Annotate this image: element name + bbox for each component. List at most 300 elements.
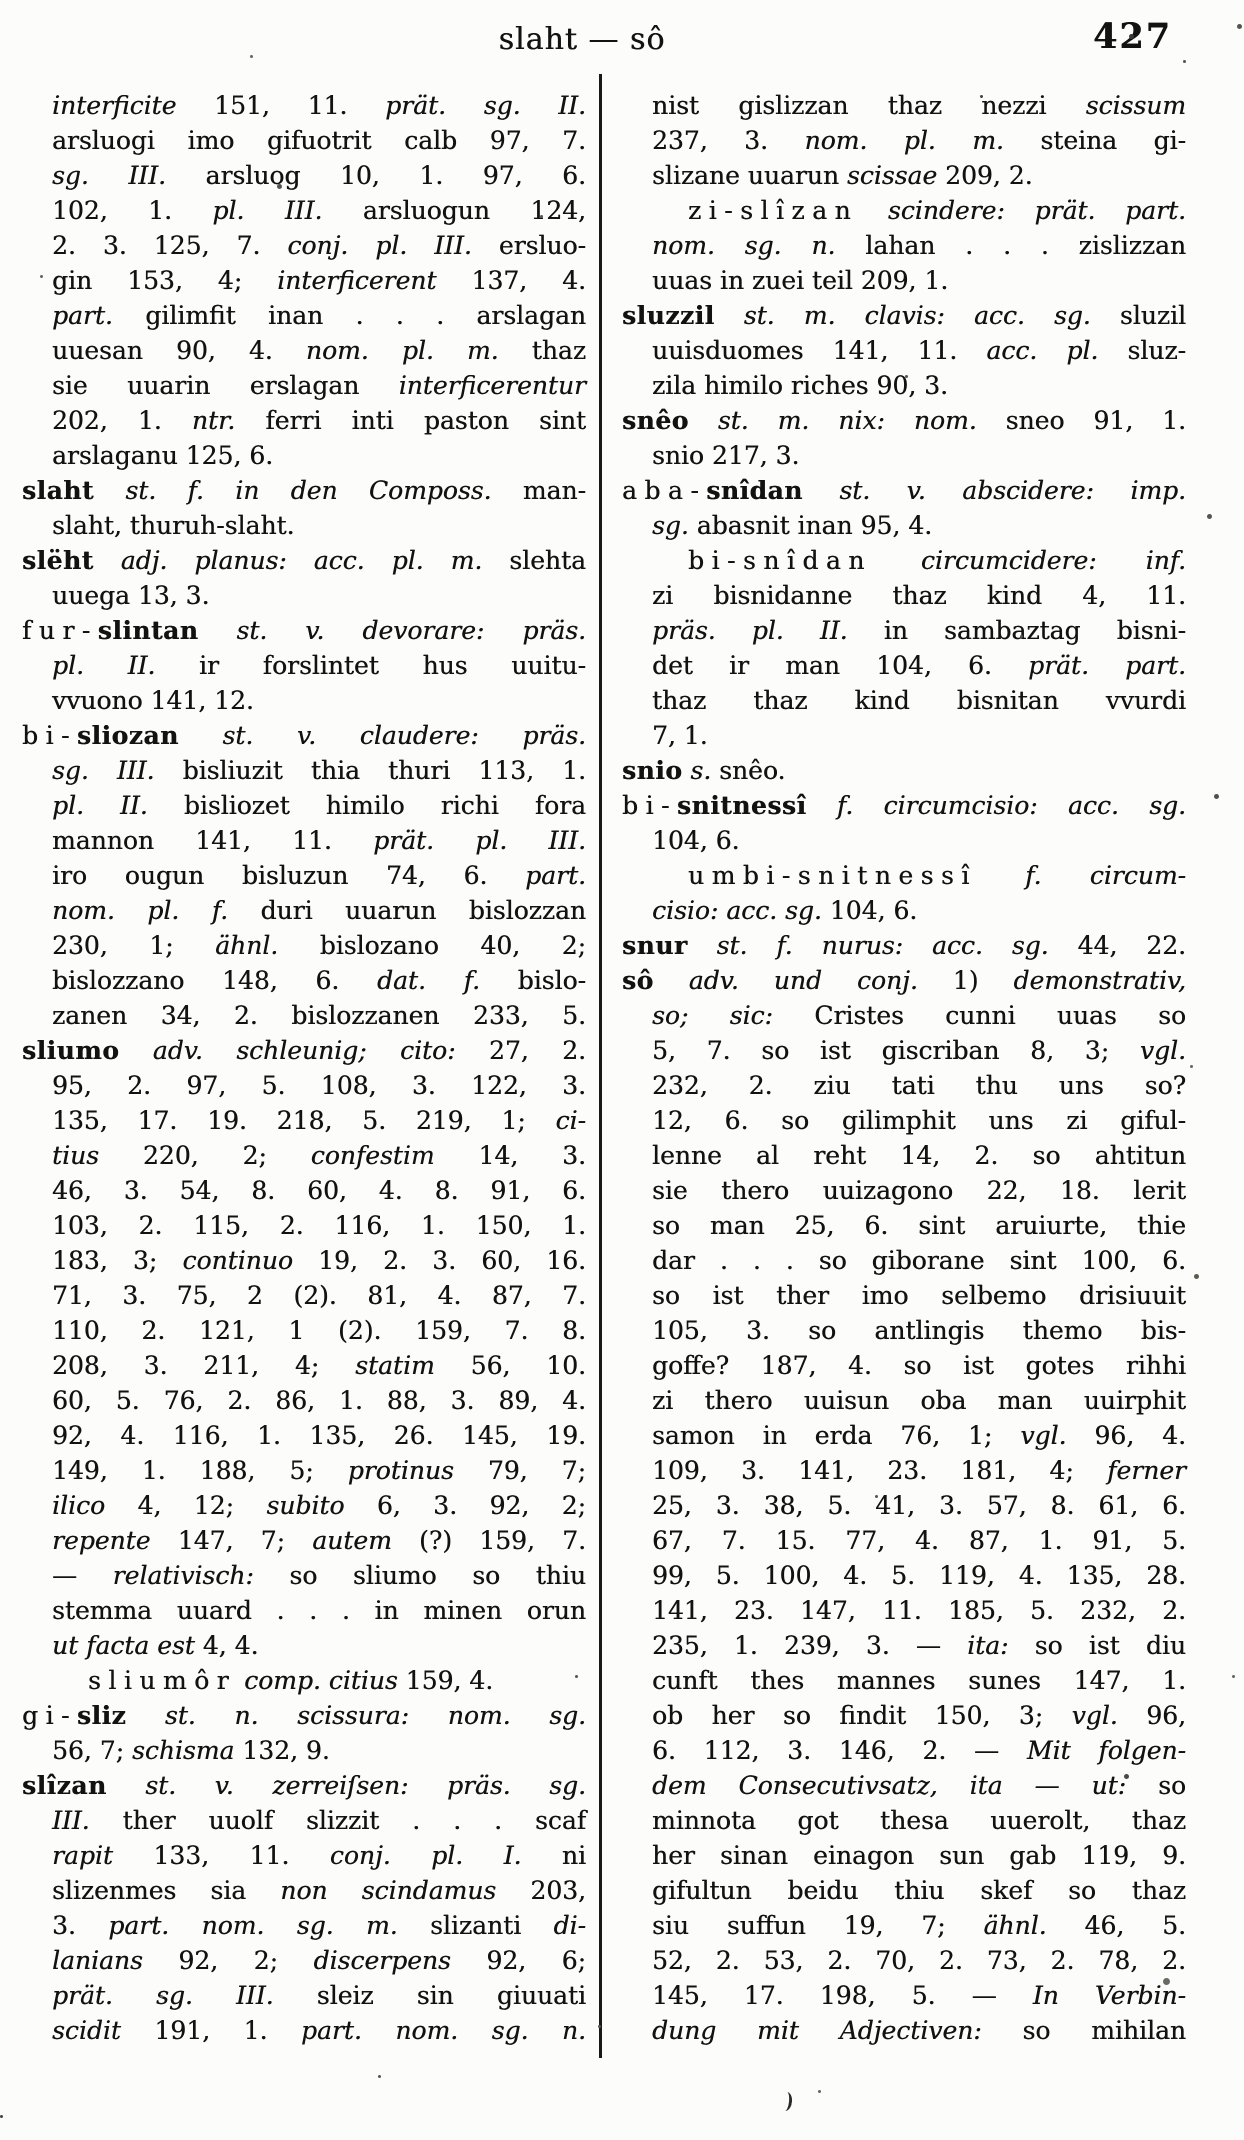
text-segment: 96, [1117, 1701, 1186, 1730]
text-segment: rapit [52, 1841, 113, 1870]
ink-speck [781, 2092, 793, 2112]
text-line [652, 1068, 1186, 1103]
text-segment: continuo [182, 1246, 293, 1275]
text-line [652, 1908, 1186, 1943]
text-line [622, 753, 1186, 788]
text-segment: snêo. [711, 756, 786, 785]
text-segment: ni [521, 1841, 587, 1870]
text-segment: 92, 4. 116, 1. 135, 26. 145, 19. [52, 1421, 586, 1450]
text-line [52, 1068, 586, 1103]
text-line [52, 368, 586, 403]
text-segment: interficerent [277, 266, 437, 295]
text-segment: interficite [52, 91, 177, 120]
text-segment: cisio: acc. sg. [652, 896, 822, 925]
text-segment: nom. pl. m. [804, 126, 1004, 155]
text-segment [806, 791, 836, 820]
text-line [652, 648, 1186, 683]
text-line [652, 1523, 1186, 1558]
text-segment: so; sic: [652, 1001, 773, 1030]
text-line [52, 1628, 586, 1663]
text-line [52, 858, 586, 893]
text-segment: subito [266, 1491, 345, 1520]
text-line [52, 263, 586, 298]
text-segment [715, 301, 744, 330]
text-line [622, 473, 1186, 508]
text-segment: 183, 3; [52, 1246, 183, 1275]
text-segment [94, 476, 125, 505]
text-segment: scissum [1085, 91, 1186, 120]
text-segment: 135, 17. 19. 218, 5. 219, 1; [52, 1106, 556, 1135]
text-segment: 3. [52, 1911, 109, 1940]
text-segment: bi- [22, 721, 77, 750]
text-segment: sie thero uuizagono 22, 18. lerit [652, 1176, 1186, 1205]
text-segment: dar . . . so giborane sint 100, 6. [652, 1246, 1186, 1275]
text-segment: uuas in zuei teil 209, 1. [652, 266, 949, 295]
text-line [52, 1803, 586, 1838]
text-segment: pl. II. [52, 791, 148, 820]
text-line [52, 298, 586, 333]
text-segment: vgl. [1020, 1421, 1067, 1450]
text-segment: 159, 4. [397, 1666, 494, 1695]
text-segment: bisliuzit thia thuri 113, 1. [154, 756, 586, 785]
text-line [622, 963, 1186, 998]
text-segment: 44, 22. [1048, 931, 1187, 960]
text-segment: ferri inti paston sint [235, 406, 586, 435]
text-segment: goffe? 187, 4. so ist gotes rihhi [652, 1351, 1186, 1380]
text-segment: discerpens [313, 1946, 451, 1975]
text-segment [94, 546, 121, 575]
text-line [52, 753, 586, 788]
text-segment [126, 1701, 165, 1730]
text-segment: bi- [622, 791, 677, 820]
text-segment: 46, 3. 54, 8. 60, 4. 8. 91, 6. [52, 1176, 586, 1205]
text-line [88, 1663, 586, 1698]
headword: snîdan [706, 476, 803, 505]
text-segment: 147, 7; [150, 1526, 313, 1555]
text-line [52, 1453, 586, 1488]
text-segment: — [52, 1561, 113, 1590]
text-line [22, 1698, 586, 1733]
scan-noise-specks [0, 2115, 3, 2118]
text-line [652, 333, 1186, 368]
text-segment: so [1126, 1771, 1186, 1800]
text-segment: zi thero uuisun oba man uuirphit [652, 1386, 1186, 1415]
text-segment: iro ougun bisluzun 74, 6. [52, 861, 526, 890]
text-line [652, 1803, 1186, 1838]
text-segment: 52, 2. 53, 2. 70, 2. 73, 2. 78, 2. [652, 1946, 1186, 1975]
text-segment [689, 406, 718, 435]
text-line [652, 438, 1186, 473]
text-segment: relativisch: [112, 1561, 254, 1590]
text-segment [179, 721, 223, 750]
text-line [52, 1383, 586, 1418]
text-segment: In Verbin- [1032, 1981, 1186, 2010]
text-segment: sliumôr [88, 1666, 237, 1695]
text-segment: bislozzano 148, 6. [52, 966, 377, 995]
text-segment: snio 217, 3. [652, 441, 800, 470]
text-line [622, 403, 1186, 438]
text-line [652, 1558, 1186, 1593]
text-segment: adv. und conj. [688, 966, 918, 995]
text-line [52, 508, 586, 543]
text-segment: gifultun beidu thiu skef so thaz [652, 1876, 1186, 1905]
text-line [652, 1418, 1186, 1453]
text-segment: lanians [52, 1946, 143, 1975]
headword: sliozan [76, 721, 179, 750]
text-segment: ob her so findit 150, 3; [652, 1701, 1072, 1730]
text-line [52, 963, 586, 998]
text-line [622, 298, 1186, 333]
headword: sliz [76, 1701, 127, 1730]
text-segment: ntr. [191, 406, 236, 435]
text-line [52, 1558, 586, 1593]
text-segment: nist gislizzan thaz nezzi [652, 91, 1086, 120]
headword: sluzzil [622, 301, 715, 330]
text-line [52, 1173, 586, 1208]
text-segment: sg. III. [52, 756, 155, 785]
text-line [52, 1313, 586, 1348]
text-segment: 56, 10. [434, 1351, 586, 1380]
text-segment: uuega 13, 3. [52, 581, 210, 610]
text-line [652, 1173, 1186, 1208]
text-segment [688, 931, 717, 960]
text-segment: scissae [846, 161, 938, 190]
text-segment: stemma uuard . . . in minen orun [52, 1596, 586, 1625]
text-line [52, 1418, 586, 1453]
text-segment: 145, 17. 198, 5. — [652, 1981, 1033, 2010]
text-segment: 95, 2. 97, 5. 108, 3. 122, 3. [52, 1071, 586, 1100]
text-segment: sluz- [1098, 336, 1186, 365]
text-segment [654, 966, 689, 995]
text-segment: 133, 11. [112, 1841, 330, 1870]
text-segment: autem [312, 1526, 392, 1555]
text-segment: ir forslintet hus uuitu- [155, 651, 587, 680]
text-segment: arsluog 10, 1. 97, 6. [165, 161, 586, 190]
text-segment: prät. part. [1028, 651, 1186, 680]
text-segment [872, 546, 921, 575]
text-segment: her sinan einagon sun gab 119, 9. [652, 1841, 1186, 1870]
text-segment: prät. sg. II. [385, 91, 587, 120]
text-segment: 237, 3. [652, 126, 805, 155]
text-line [52, 928, 586, 963]
text-segment: fur- [22, 616, 98, 645]
text-segment: sg. [652, 511, 689, 540]
text-segment: repente [52, 1526, 151, 1555]
text-segment: sg. III. [52, 161, 166, 190]
text-segment: uuesan 90, 4. [52, 336, 306, 365]
text-segment: zi bisnidanne thaz kind 4, 11. [652, 581, 1186, 610]
text-segment: 203, [496, 1876, 586, 1905]
text-segment [107, 1771, 146, 1800]
text-line [652, 1698, 1186, 1733]
text-line [652, 1138, 1186, 1173]
text-segment: det ir man 104, 6. [652, 651, 1029, 680]
text-line [652, 1103, 1186, 1138]
right-column [622, 88, 1186, 2048]
text-segment: 235, 1. 239, 3. — [652, 1631, 968, 1660]
text-segment: ähnl. [215, 931, 279, 960]
text-segment: arsluogi imo gifuotrit calb 97, 7. [52, 126, 586, 155]
text-segment: ähnl. [983, 1911, 1047, 1940]
text-segment: (?) 159, 7. [391, 1526, 586, 1555]
text-segment: 105, 3. so antlingis themo bis- [652, 1316, 1186, 1345]
text-segment: conj. pl. I. [329, 1841, 522, 1870]
text-segment: confestim [310, 1141, 435, 1170]
text-line [52, 1733, 586, 1768]
text-segment: comp. citius [244, 1666, 398, 1695]
text-segment: thaz [498, 336, 586, 365]
text-segment: adv. schleunig; cito: [152, 1036, 456, 1065]
text-line [652, 1488, 1186, 1523]
headword: slintan [97, 616, 199, 645]
text-segment: 151, 11. [176, 91, 386, 120]
text-line [652, 1348, 1186, 1383]
text-segment: 232, 2. ziu tati thu uns so? [652, 1071, 1186, 1100]
text-segment: 208, 3. 211, 4; [52, 1351, 356, 1380]
text-segment: st. v. claudere: präs. [222, 721, 586, 750]
text-line [22, 473, 586, 508]
text-segment: sie uuarin erslagan [52, 371, 399, 400]
text-segment: 149, 1. 188, 5; [52, 1456, 348, 1485]
left-column [22, 88, 586, 2048]
text-line [652, 613, 1186, 648]
text-line [652, 578, 1186, 613]
text-segment: 99, 5. 100, 4. 5. 119, 4. 135, 28. [652, 1561, 1186, 1590]
text-line [22, 1033, 586, 1068]
text-segment: Mit folgen- [1026, 1736, 1186, 1765]
text-segment: ut facta est [52, 1631, 195, 1660]
text-segment: 141, 23. 147, 11. 185, 5. 232, 2. [652, 1596, 1186, 1625]
page-header-title: slaht — sô [498, 22, 666, 57]
text-segment: zi-slîzan [688, 196, 859, 225]
text-segment: so man 25, 6. sint aruiurte, thie [652, 1211, 1186, 1240]
text-line [622, 788, 1186, 823]
text-segment: ther uuolf slizzit . . . scaf [89, 1806, 586, 1835]
text-segment: umbi-snitnessî [688, 861, 977, 890]
text-line [52, 788, 586, 823]
text-segment: st. f. nurus: acc. sg. [716, 931, 1049, 960]
text-line [52, 158, 586, 193]
text-segment: so ist diu [1008, 1631, 1186, 1660]
text-line [52, 823, 586, 858]
text-segment: 4, 4. [194, 1631, 259, 1660]
text-segment: f. circumcisio: acc. sg. [836, 791, 1186, 820]
text-segment: 67, 7. 15. 77, 4. 87, 1. 91, 5. [652, 1526, 1186, 1555]
text-segment: 60, 5. 76, 2. 86, 1. 88, 3. 89, 4. [52, 1386, 586, 1415]
text-line [52, 438, 586, 473]
text-segment: 109, 3. 141, 23. 181, 4; [652, 1456, 1108, 1485]
text-line [652, 1208, 1186, 1243]
text-line [52, 1138, 586, 1173]
text-line [52, 1593, 586, 1628]
text-line [652, 368, 1186, 403]
text-segment: 12, 6. so gilimphit uns zi giful- [652, 1106, 1186, 1135]
text-segment: ilico [52, 1491, 106, 1520]
text-segment: 25, 3. 38, 5. 41, 3. 57, 8. 61, 6. [652, 1491, 1186, 1520]
text-segment: prät. sg. III. [52, 1981, 274, 2010]
text-segment: 2. 3. 125, 7. [52, 231, 288, 260]
text-segment: so ist ther imo selbemo drisiuuit [652, 1281, 1186, 1310]
text-segment: circumcidere: inf. [920, 546, 1187, 575]
text-segment: nom. sg. n. [652, 231, 836, 260]
text-line [652, 88, 1186, 123]
text-segment: f. circum- [1025, 861, 1186, 890]
text-segment: sleiz sin giuuati [273, 1981, 586, 2010]
text-line [652, 158, 1186, 193]
text-line [52, 1243, 586, 1278]
text-segment: scidit [52, 2016, 121, 2045]
text-segment: 1) [917, 966, 1014, 995]
text-segment: st. m. nix: nom. [717, 406, 977, 435]
text-segment: 104, 6. [821, 896, 918, 925]
text-segment: protinus [347, 1456, 454, 1485]
text-segment: 102, 1. [52, 196, 213, 225]
text-line [652, 228, 1186, 263]
text-segment: gilimfit inan . . . arslagan [112, 301, 586, 330]
text-segment: präs. pl. II. [652, 616, 848, 645]
text-segment: 6. 112, 3. 146, 2. — [652, 1736, 1027, 1765]
text-segment: pl. II. [52, 651, 156, 680]
text-segment [198, 616, 236, 645]
text-segment: 46, 5. [1046, 1911, 1186, 1940]
text-line [52, 578, 586, 613]
text-segment: slaht, thuruh-slaht. [52, 511, 295, 540]
text-line [652, 1593, 1186, 1628]
text-segment: 92, 2; [142, 1946, 314, 1975]
text-segment: 209, 2. [937, 161, 1033, 190]
text-segment: samon in erda 76, 1; [652, 1421, 1021, 1450]
text-segment: slizanti [397, 1911, 554, 1940]
text-line [52, 893, 586, 928]
text-segment: 27, 2. [455, 1036, 586, 1065]
text-line [52, 1838, 586, 1873]
text-segment: man- [491, 476, 586, 505]
text-line [22, 543, 586, 578]
headword: snio [622, 756, 683, 785]
text-segment: 6, 3. 92, 2; [344, 1491, 586, 1520]
text-segment: steina gi- [1003, 126, 1186, 155]
text-segment: uuisduomes 141, 11. [652, 336, 987, 365]
text-segment: 96, 4. [1066, 1421, 1186, 1450]
text-segment: sneo 91, 1. [976, 406, 1186, 435]
text-segment: siu suffun 19, 7; [652, 1911, 984, 1940]
text-line [652, 998, 1186, 1033]
text-line [52, 1978, 586, 2013]
text-segment: acc. pl. [986, 336, 1099, 365]
text-segment: part. nom. sg. m. [108, 1911, 398, 1940]
text-line [652, 1733, 1186, 1768]
text-segment: nom. pl. f. [52, 896, 229, 925]
text-segment: part. [525, 861, 586, 890]
text-line [52, 1943, 586, 1978]
text-line [652, 1383, 1186, 1418]
text-line [652, 1873, 1186, 1908]
headword: slaht [22, 476, 94, 505]
headword: snêo [622, 406, 689, 435]
text-segment: in sambaztag bisni- [847, 616, 1186, 645]
text-line [52, 648, 586, 683]
text-segment: vgl. [1139, 1036, 1186, 1065]
text-line [52, 2013, 586, 2048]
text-line [652, 1768, 1186, 1803]
text-segment: demonstrativ, [1013, 966, 1186, 995]
text-line [52, 333, 586, 368]
text-line [52, 998, 586, 1033]
text-segment: st. f. in den Composs. [125, 476, 492, 505]
text-line [52, 1208, 586, 1243]
text-segment: part. nom. sg. n. [300, 2016, 586, 2045]
text-segment: slizane uuarun [652, 161, 847, 190]
text-line [652, 508, 1186, 543]
text-segment: ci- [555, 1106, 586, 1135]
text-line [22, 1768, 586, 1803]
text-segment: 56, 7; [52, 1736, 132, 1765]
text-segment: nom. pl. m. [305, 336, 499, 365]
headword: slëht [22, 546, 94, 575]
text-segment: 137, 4. [436, 266, 586, 295]
headword: snur [622, 931, 688, 960]
text-segment: slehta [482, 546, 586, 575]
headword: sô [622, 966, 654, 995]
text-segment: arsluogun 124, [322, 196, 586, 225]
text-segment: non scindamus [280, 1876, 497, 1905]
text-line [652, 1628, 1186, 1663]
text-segment: vgl. [1071, 1701, 1118, 1730]
text-segment: pl. III. [212, 196, 323, 225]
text-segment: ita: [967, 1631, 1009, 1660]
text-line [652, 1838, 1186, 1873]
text-segment: so sliumo so thiu [253, 1561, 586, 1590]
text-line [652, 893, 1186, 928]
text-segment: cunft thes mannes sunes 147, 1. [652, 1666, 1186, 1695]
text-segment: st. n. scissura: nom. sg. [164, 1701, 587, 1730]
text-segment: sluzil [1090, 301, 1186, 330]
headword: sliumo [22, 1036, 120, 1065]
text-segment [803, 476, 839, 505]
text-line [52, 193, 586, 228]
text-line [52, 1523, 586, 1558]
text-segment: dem Consecutivsatz, ita — ut: [652, 1771, 1127, 1800]
text-line [52, 403, 586, 438]
text-segment: thaz thaz kind bisnitan vvurdi [652, 686, 1186, 715]
text-segment: vvuono 141, 12. [52, 686, 254, 715]
text-segment: interficerentur [398, 371, 586, 400]
text-segment: 230, 1; [52, 931, 216, 960]
text-line [652, 123, 1186, 158]
text-line [52, 1873, 586, 1908]
text-segment: 132, 9. [234, 1736, 330, 1765]
text-segment: 7, 1. [652, 721, 708, 750]
text-line [688, 193, 1186, 228]
text-segment: scindere: prät. part. [887, 196, 1186, 225]
headword: snitnessî [676, 791, 807, 820]
text-line [52, 1278, 586, 1313]
text-segment: arslaganu 125, 6. [52, 441, 274, 470]
text-segment: conj. pl. III. [287, 231, 472, 260]
text-segment: part. [52, 301, 113, 330]
text-segment: st. m. clavis: acc. sg. [743, 301, 1091, 330]
text-line [652, 1278, 1186, 1313]
text-line [652, 718, 1186, 753]
text-segment: 92, 6; [450, 1946, 586, 1975]
text-segment: tius [52, 1141, 99, 1170]
text-line [652, 1243, 1186, 1278]
text-segment [119, 1036, 152, 1065]
text-segment: prät. pl. III. [373, 826, 587, 855]
text-line [652, 683, 1186, 718]
text-segment: 202, 1. [52, 406, 192, 435]
text-segment: 4, 12; [105, 1491, 267, 1520]
